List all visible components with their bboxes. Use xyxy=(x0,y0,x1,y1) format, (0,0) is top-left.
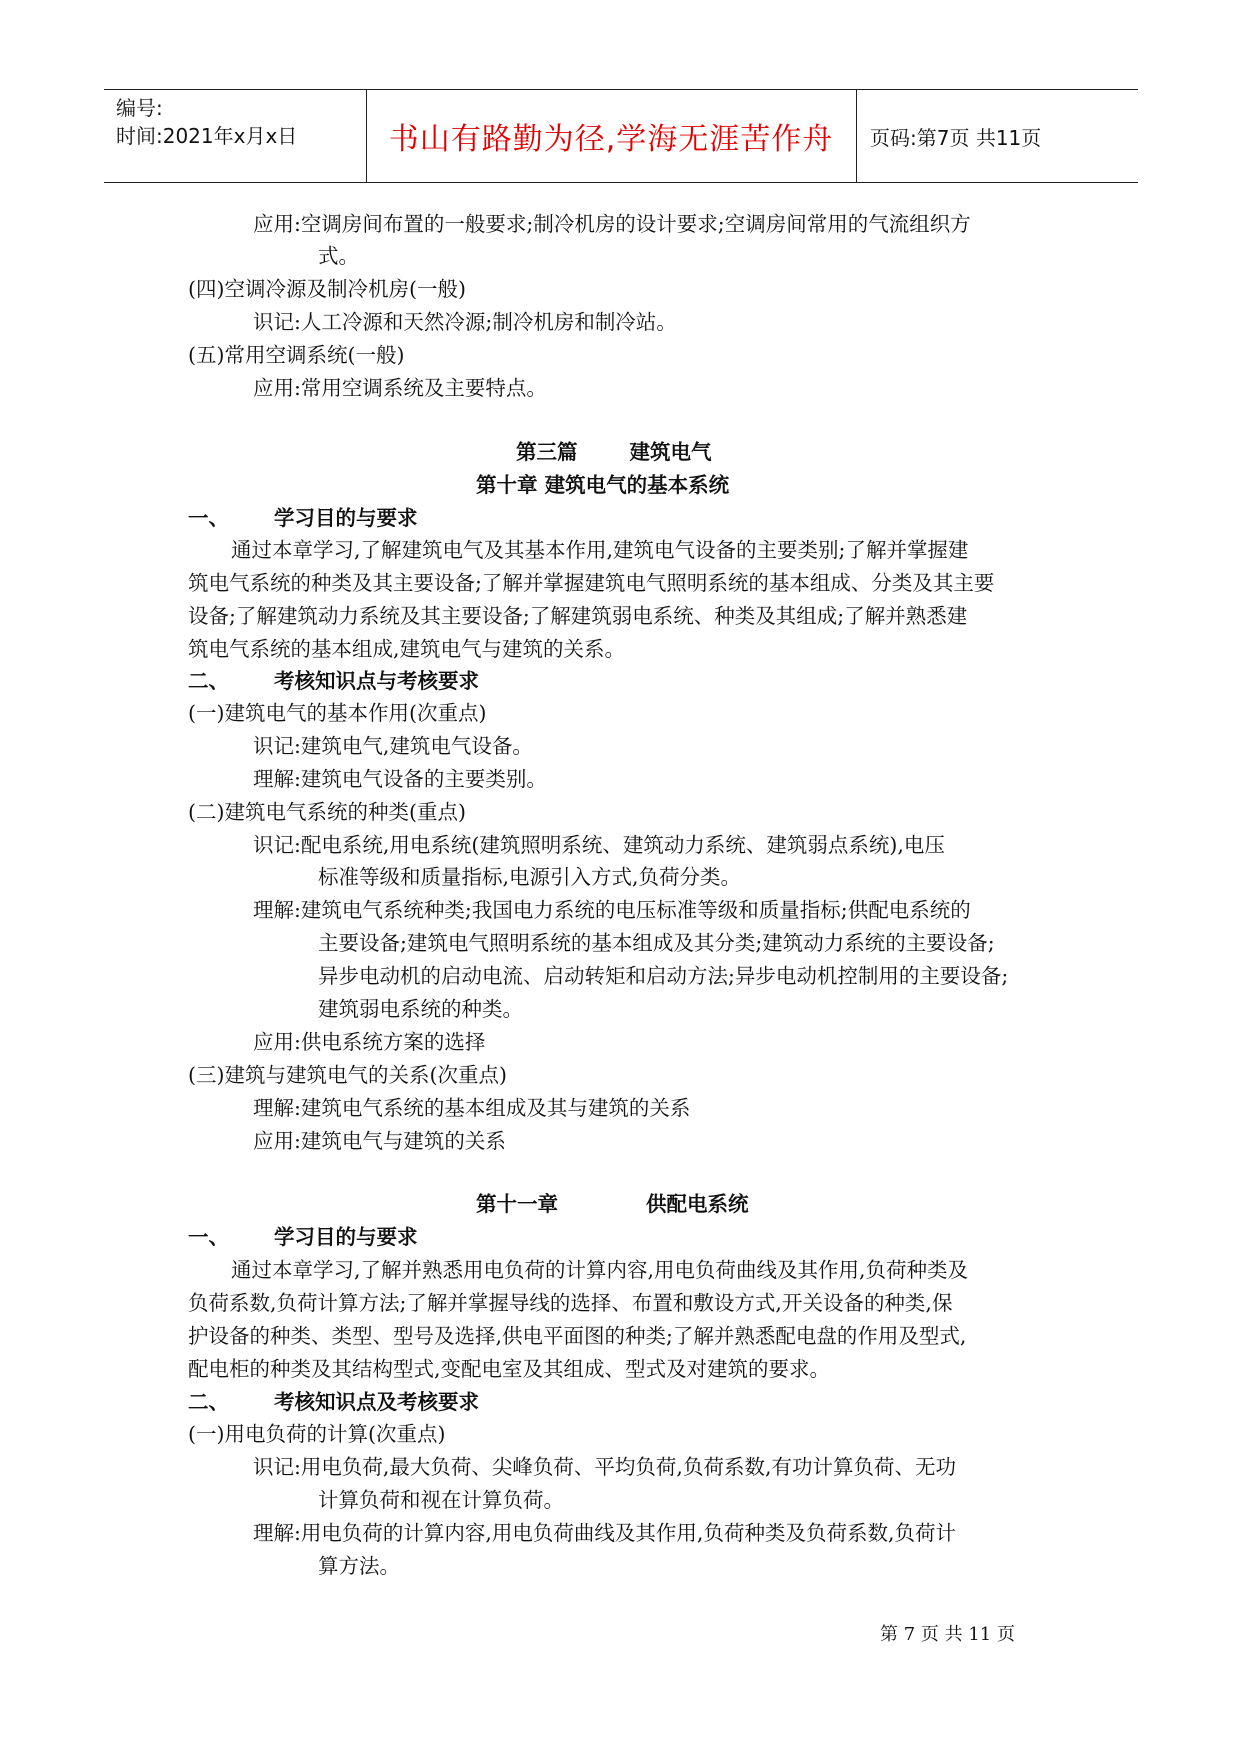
chapter-title xyxy=(476,1189,749,1219)
header-meta xyxy=(116,94,297,150)
text-line: 理解:建筑电气系统的基本组成及其与建筑的关系 xyxy=(253,1096,691,1120)
text-line: 建筑弱电系统的种类。 xyxy=(318,997,523,1021)
chapter-number: 第十一章 xyxy=(476,1192,558,1216)
header-page-number: 页码:第7页 共11页 xyxy=(870,125,1042,150)
text-line: 异步电动机的启动电流、启动转矩和启动方法;异步电动机控制用的主要设备; xyxy=(318,964,1009,988)
text-line: 理解:建筑电气系统种类;我国电力系统的电压标准等级和质量指标;供配电系统的 xyxy=(253,898,971,922)
text-line: 算方法。 xyxy=(318,1554,400,1578)
paragraph-line: 配电柜的种类及其结构型式,变配电室及其组成、型式及对建筑的要求。 xyxy=(188,1357,831,1381)
document-time-label: 时间:2021年x月x日 xyxy=(116,124,298,148)
text-line: (一)用电负荷的计算(次重点) xyxy=(188,1422,446,1446)
section-title: 考核知识点及考核要求 xyxy=(274,1390,479,1414)
section-number: 一、 xyxy=(188,506,229,530)
section-number: 二、 xyxy=(188,1390,229,1414)
paragraph-line: 筑电气系统的基本组成,建筑电气与建筑的关系。 xyxy=(188,637,626,661)
text-line: 计算负荷和视在计算负荷。 xyxy=(318,1488,564,1512)
section-heading xyxy=(188,1387,479,1417)
part-name: 建筑电气 xyxy=(629,440,712,464)
text-line: (一)建筑电气的基本作用(次重点) xyxy=(188,701,487,725)
section-number: 一、 xyxy=(188,1225,229,1249)
text-line: 式。 xyxy=(318,244,359,268)
page-footer: 第 7 页 共 11 页 xyxy=(880,1624,1015,1645)
chapter-name: 供配电系统 xyxy=(646,1192,749,1216)
text-line: 应用:建筑电气与建筑的关系 xyxy=(253,1129,506,1153)
text-line: 识记:人工冷源和天然冷源;制冷机房和制冷站。 xyxy=(253,310,677,334)
section-heading xyxy=(188,1222,418,1252)
text-line: 应用:常用空调系统及主要特点。 xyxy=(253,376,547,400)
part-number: 第三篇 xyxy=(516,440,578,464)
section-title: 学习目的与要求 xyxy=(274,1225,418,1249)
paragraph-line: 筑电气系统的种类及其主要设备;了解并掌握建筑电气照明系统的基本组成、分类及其主要 xyxy=(188,571,995,595)
header-table xyxy=(104,89,1138,183)
text-line: 应用:供电系统方案的选择 xyxy=(253,1030,486,1054)
text-line: 标准等级和质量指标,电源引入方式,负荷分类。 xyxy=(318,865,742,889)
paragraph-line: 通过本章学习,了解建筑电气及其基本作用,建筑电气设备的主要类别;了解并掌握建 xyxy=(231,538,969,562)
section-heading xyxy=(188,503,418,533)
chapter-title: 第十章 建筑电气的基本系统 xyxy=(476,473,730,497)
text-line: 识记:建筑电气,建筑电气设备。 xyxy=(253,734,533,758)
text-line: (三)建筑与建筑电气的关系(次重点) xyxy=(188,1063,507,1087)
part-title xyxy=(516,437,712,467)
text-line: 识记:配电系统,用电系统(建筑照明系统、建筑动力系统、建筑弱点系统),电压 xyxy=(253,833,945,857)
text-line: 主要设备;建筑电气照明系统的基本组成及其分类;建筑动力系统的主要设备; xyxy=(318,931,995,955)
text-line: 理解:建筑电气设备的主要类别。 xyxy=(253,767,547,791)
text-line: (二)建筑电气系统的种类(重点) xyxy=(188,800,466,824)
document-number-label: 编号: xyxy=(116,96,163,120)
text-line: (四)空调冷源及制冷机房(一般) xyxy=(188,277,466,301)
section-title: 考核知识点与考核要求 xyxy=(274,669,479,693)
text-line: 应用:空调房间布置的一般要求;制冷机房的设计要求;空调房间常用的气流组织方 xyxy=(253,212,971,236)
paragraph-line: 护设备的种类、类型、型号及选择,供电平面图的种类;了解并熟悉配电盘的作用及型式, xyxy=(188,1324,967,1348)
section-number: 二、 xyxy=(188,669,229,693)
text-line: 识记:用电负荷,最大负荷、尖峰负荷、平均负荷,负荷系数,有功计算负荷、无功 xyxy=(253,1455,956,1479)
paragraph-line: 通过本章学习,了解并熟悉用电负荷的计算内容,用电负荷曲线及其作用,负荷种类及 xyxy=(231,1258,969,1282)
text-line: (五)常用空调系统(一般) xyxy=(188,343,405,367)
header-motto: 书山有路勤为径,学海无涯苦作舟 xyxy=(388,122,834,157)
paragraph-line: 负荷系数,负荷计算方法;了解并掌握导线的选择、布置和敷设方式,开关设备的种类,保 xyxy=(188,1291,953,1315)
section-title: 学习目的与要求 xyxy=(274,506,418,530)
paragraph-line: 设备;了解建筑动力系统及其主要设备;了解建筑弱电系统、种类及其组成;了解并熟悉建 xyxy=(188,604,968,628)
header-divider xyxy=(856,90,857,182)
text-line: 理解:用电负荷的计算内容,用电负荷曲线及其作用,负荷种类及负荷系数,负荷计 xyxy=(253,1521,956,1545)
section-heading xyxy=(188,666,479,696)
